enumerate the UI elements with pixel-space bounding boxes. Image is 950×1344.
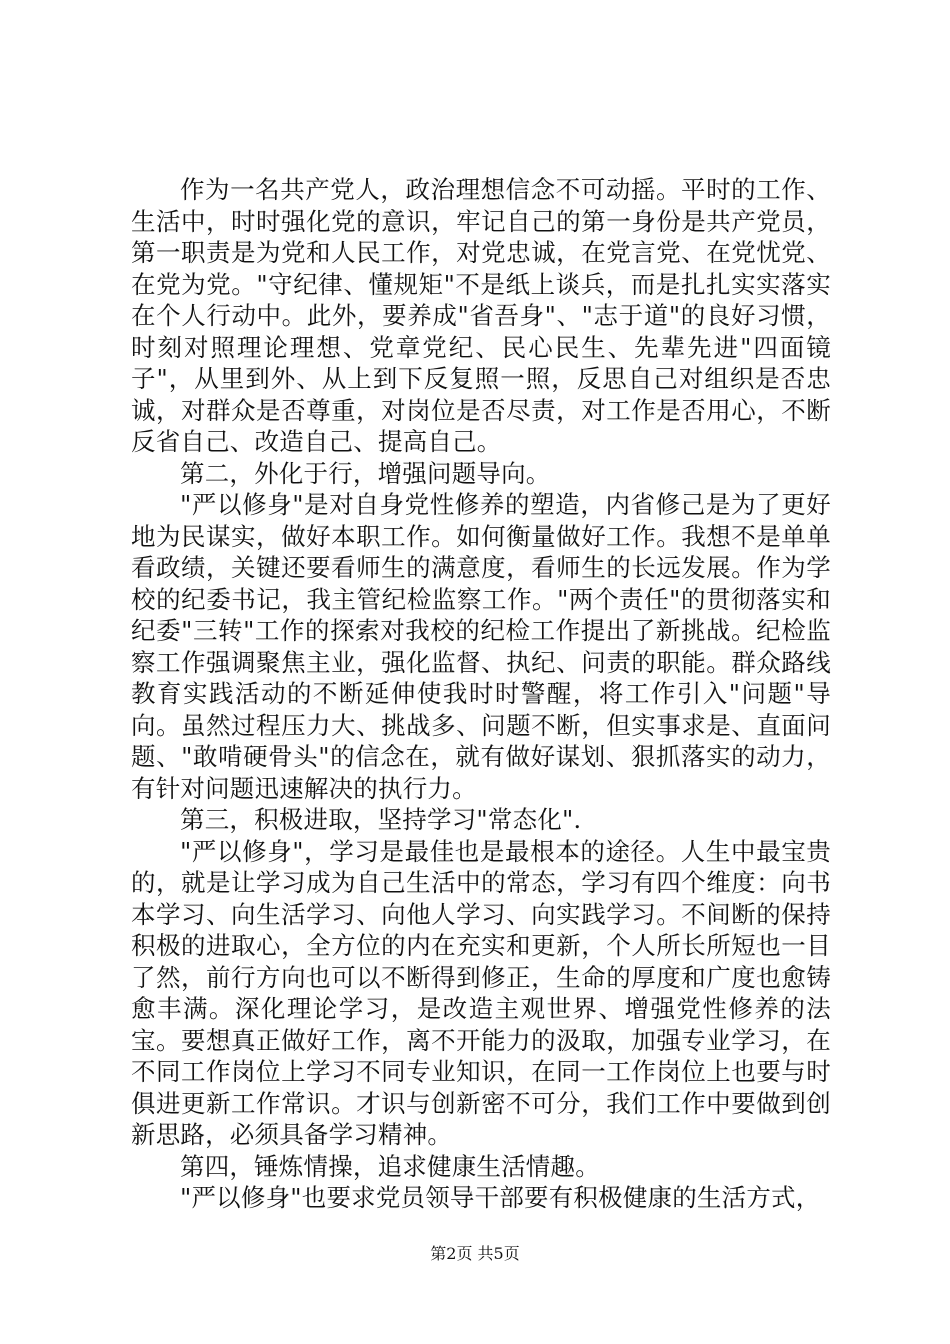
page-footer [0, 1244, 950, 1264]
section-heading-third: 第三，积极进取，坚持学习"常态化". [180, 805, 582, 834]
section-heading-fourth: 第四，锤炼情操，追求健康生活情趣。 [180, 1151, 600, 1181]
paragraph-healthy-lifestyle: "严以修身"也要求党员领导干部要有积极健康的生活方式， [180, 1183, 821, 1212]
paragraph-learning: "严以修身"，学习是最佳也是最根本的途径。人生中最宝贵的，就是让学习成为自己生活中的常态，学习有四个维度：向书本学习、向生活学习、向他人学习、向实践学习。不间断的保持积极的进取心，全方位的内在充实和更新，个人所长所短也一目了然，前行方向也可以不断得到修正，生命的厚度和广度也愈铸愈丰满。深化理论学习，是改造主观世界、增强党性修养的法宝。要想真正做好工作，离不开能力的汲取，加强专业学习，在不同工作岗位上学习不同专业知识，在同一工作岗位上也要与时俱进更新工作常识。才识与创新密不可分，我们工作中要做到创新思路，必须具备学习精神。 [131, 836, 831, 1149]
paragraph-problem-orientation: "严以修身"是对自身党性修养的塑造，内省修己是为了更好地为民谋实，做好本职工作。如何衡量做好工作。我想不是单单看政绩，关键还要看师生的满意度，看师生的长远发展。作为学校的纪委书记，我主管纪检监察工作。"两个责任"的贯彻落实和纪委"三转"工作的探索对我校的纪检工作提出了新挑战。纪检监察工作强调聚焦主业，强化监督、执纪、问责的职能。群众路线教育实践活动的不断延伸使我时时警醒，将工作引入"问题"导向。虽然过程压力大、挑战多、问题不断，但实事求是、直面问题、"敢啃硬骨头"的信念在，就有做好谋划、狠抓落实的动力，有针对问题迅速解决的执行力。 [131, 490, 831, 803]
page-number-label: 第2页 共5页 [430, 1244, 520, 1263]
paragraph-political-belief: 作为一名共产党人，政治理想信念不可动摇。平时的工作、生活中，时时强化党的意识，牢记自己的第一身份是共产党员，第一职责是为党和人民工作，对党忠诚，在党言党、在党忧党、在党为党。"守纪律、懂规矩"不是纸上谈兵，而是扎扎实实落实在个人行动中。此外，要养成"省吾身"、"志于道"的良好习惯，时刻对照理论理想、党章党纪、民心民生、先辈先进"四面镜子"，从里到外、从上到下反复照一照，反思自己对组织是否忠诚，对群众是否尊重，对岗位是否尽责，对工作是否用心，不断反省自己、改造自己、提高自己。 [131, 175, 831, 456]
section-heading-second: 第二，外化于行，增强问题导向。 [180, 458, 551, 488]
document-body [131, 174, 831, 1214]
